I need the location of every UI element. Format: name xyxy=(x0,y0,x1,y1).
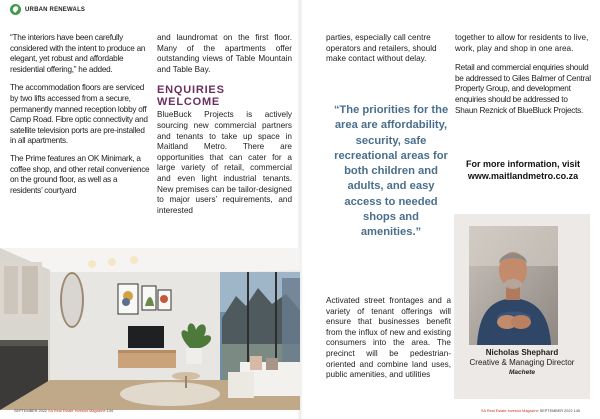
contact-line: For more information, visit xyxy=(465,159,580,169)
section-label: URBAN RENEWALS xyxy=(25,6,86,13)
paragraph: The Prime features an OK Minimark, a coffee shop, and other retail convenience on the ground floor, as well as a residents’ courtyard xyxy=(10,153,150,195)
footer-left xyxy=(14,409,113,414)
column-2 xyxy=(157,33,292,226)
website-link[interactable]: www.maitlandmetro.co.za xyxy=(467,171,579,181)
enquiries-heading xyxy=(157,85,292,108)
paragraph: Activated street frontages and a variety of tenant offerings will ensure that businesses benefit from the influx of new and existing consumers into the area. The precinct will be pedestrian-oriented and combine land uses, public amenities, and utilities xyxy=(326,296,451,380)
person-company: Machete xyxy=(508,369,535,376)
leaf-logo-icon xyxy=(10,4,21,15)
person-role: Creative & Managing Director xyxy=(469,358,575,367)
footer-page-number: 144 xyxy=(106,409,114,413)
paragraph: and laundromat on the first floor. Many of the apartments offer outstanding views of Table Mountain and Table Bay. xyxy=(157,33,292,74)
column-1 xyxy=(10,33,150,206)
paragraph: together to allow for residents to live, work, play and shop in one area. xyxy=(455,33,589,53)
column-3-bottom xyxy=(326,296,451,391)
paragraph: BlueBuck Projects is actively sourcing new commercial partners and tenants to take up space in Maitland Metro. There are opportunities that can cater for a large variety of retail, commercial and even light industrial tenants. New premises can be tailor-designed to major users’ requirements, and interested xyxy=(157,110,292,215)
column-3-top xyxy=(326,33,451,75)
footer-month: SEPTEMBER 2022 xyxy=(14,409,47,413)
footer-magazine: SA Real Estate Investor Magazine xyxy=(481,409,539,413)
interior-render-image xyxy=(0,248,300,410)
portrait-photo xyxy=(469,226,558,345)
column-4 xyxy=(455,33,591,126)
contact-info xyxy=(453,158,593,182)
section-header xyxy=(10,4,85,15)
heading-line: WELCOME xyxy=(157,95,221,108)
footer-page-number: 145 xyxy=(573,409,581,413)
paragraph: The accommodation floors are serviced by two lifts accessed from a secure, permanently manned reception lobby off Camp Road. Fibre optic connectivity and satellite television ports are pre-installed in all apartments. xyxy=(10,83,148,146)
paragraph: “The interiors have been carefully considered with the intent to produce an elegant, yet robust and affordable residential offering,” he added. xyxy=(10,33,146,74)
person-name: Nicholas Shephard xyxy=(485,348,559,357)
footer-magazine: SA Real Estate Investor Magazine xyxy=(47,409,106,413)
paragraph: Retail and commercial enquiries should be addressed to Giles Balmer of Central Property Group, and development enquiries should be addressed to Shaun Reznick of BlueBluck Projects. xyxy=(455,63,591,115)
pull-quote: “The priorities for the area are affordability, security, safe recreational areas for both children and adults, and easy access to needed shops and amenities.” xyxy=(333,104,449,239)
heading-line: ENQUIRIES xyxy=(157,84,225,97)
profile-caption xyxy=(454,345,590,377)
footer-month: SEPTEMBER 2022 xyxy=(539,409,573,413)
paragraph: parties, especially call centre operators and retailers, should make contact without delay. xyxy=(326,33,437,64)
footer-right xyxy=(481,409,580,414)
